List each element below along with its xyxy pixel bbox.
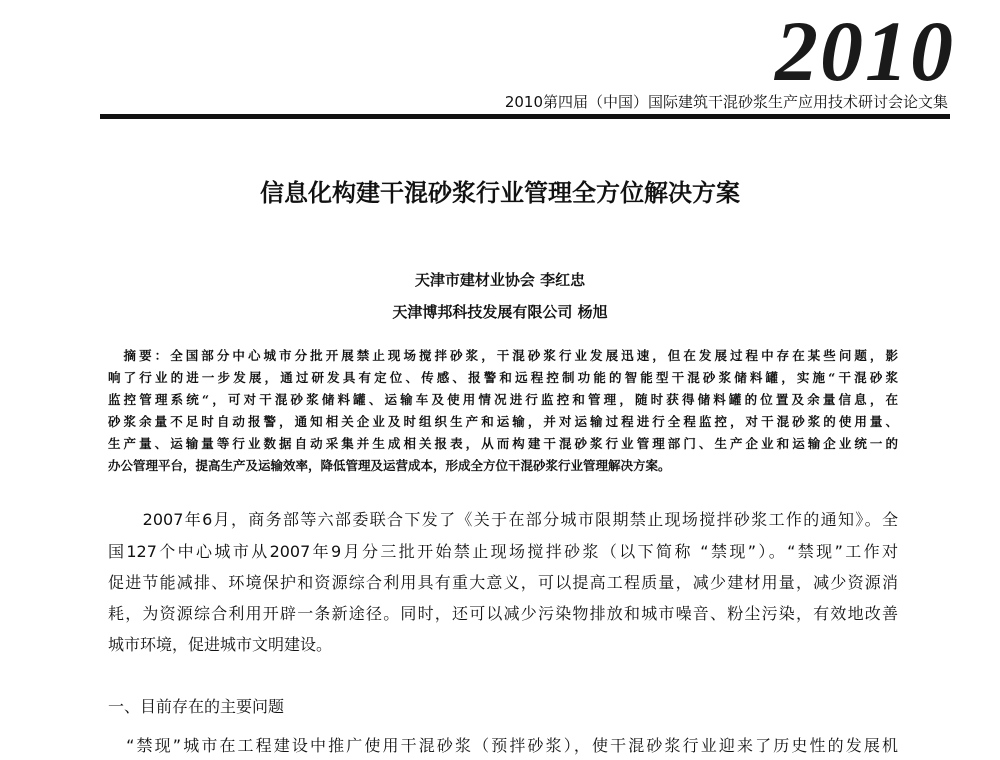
running-header: 2010第四届（中国）国际建筑干混砂浆生产应用技术研讨会论文集 — [504, 93, 948, 111]
body-line: 促进节能减排、环境保护和资源综合利用具有重大意义，可以提高工程质量，减少建材用量，减少资源消 — [108, 573, 898, 592]
author-1: 天津市建材业协会 李红忠 — [414, 271, 586, 289]
paper-title: 信息化构建干混砂浆行业管理全方位解决方案 — [260, 179, 740, 207]
year-banner: 2010 — [775, 3, 955, 99]
body-line: 国127个中心城市从2007年9月分三批开始禁止现场搅拌砂浆（以下简称 “禁现”）。“禁现”工作对 — [108, 542, 898, 561]
abstract-line: 摘要：全国部分中心城市分批开展禁止现场搅拌砂浆，干混砂浆行业发展迅速，但在发展过程中存在某些问题，影 — [108, 348, 898, 363]
header-rule — [100, 114, 950, 119]
body-line: 耗，为资源综合利用开辟一条新途径。同时，还可以减少污染物排放和城市噪音、粉尘污染，有效地改善 — [108, 604, 898, 623]
abstract-line: 砂浆余量不足时自动报警，通知相关企业及时组织生产和运输，并对运输过程进行全程监控，对干混砂浆的使用量、 — [108, 414, 898, 429]
abstract-line: 办公管理平台，提高生产及运输效率，降低管理及运营成本，形成全方位干混砂浆行业管理解决方案。 — [108, 458, 671, 473]
section-heading: 一、目前存在的主要问题 — [108, 697, 285, 716]
abstract-line: 响了行业的进一步发展，通过研发具有定位、传感、报警和远程控制功能的智能型干混砂浆储料罐，实施“干混砂浆 — [108, 370, 898, 385]
body-line: 城市环境，促进城市文明建设。 — [108, 635, 333, 654]
abstract-line: 监控管理系统“，可对干混砂浆储料罐、运输车及使用情况进行监控和管理，随时获得储料罐的位置及余量信息，在 — [108, 392, 898, 407]
body-line: 2007年6月，商务部等六部委联合下发了《关于在部分城市限期禁止现场搅拌砂浆工作的通知》。全 — [108, 510, 898, 529]
abstract-line: 生产量、运输量等行业数据自动采集并生成相关报表，从而构建干混砂浆行业管理部门、生产企业和运输企业统一的 — [108, 436, 898, 451]
body-line: “禁现”城市在工程建设中推广使用干混砂浆（预拌砂浆），使干混砂浆行业迎来了历史性的发展机 — [108, 736, 898, 755]
author-2: 天津博邦科技发展有限公司 杨旭 — [392, 303, 608, 321]
